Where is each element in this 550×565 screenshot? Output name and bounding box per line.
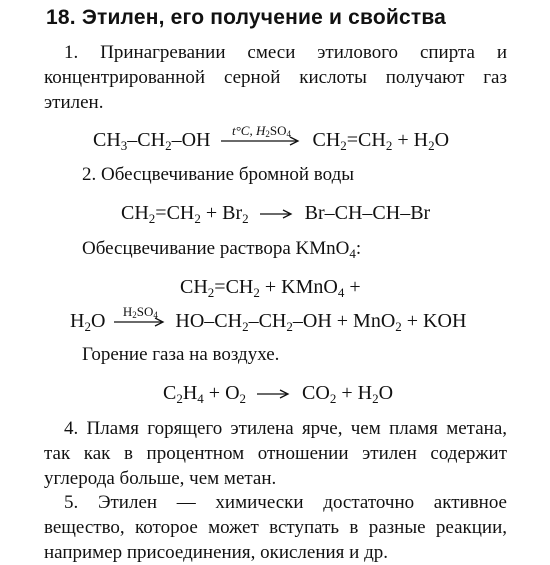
reaction-4-arrow <box>257 389 291 399</box>
section-5-text: 5. Этилен — химически достаточно активное вещество, которое может вступать в разные реакции, например присоединения, окисления и др. <box>44 492 507 563</box>
reaction-3-line-2: $H_2O$ $H_2SO_4$ $HO-CH_2-CH_2-OH + MnO_2$ + KOH <box>70 309 466 333</box>
section-2-heading: 2. Обесцвечивание бромной воды <box>82 164 355 185</box>
section-title: 18. Этилен, его получение и свойства <box>46 6 447 29</box>
reaction-1-arrow <box>221 123 301 146</box>
section-4-text: 4. Пламя горящего этилена ярче, чем пламя метана, так как в процентном отношении этилен содержит углерода больше, чем метан. <box>44 418 507 489</box>
reaction-3-condition: $H_2SO_4$ <box>122 304 158 321</box>
arrow-icon <box>257 389 291 399</box>
section-1-text: 1. Принагревании смеси этилового спирта и концентрированной серной кислоты получают газ этилен. <box>44 42 507 113</box>
reaction-2-arrow <box>260 209 294 219</box>
combustion-heading: Горение газа на воздухе. <box>82 344 280 365</box>
kmno4-heading: Обесцвечивание раствора KMnO$_4$: <box>82 238 362 261</box>
reaction-1-condition: t°C, $H_2SO_4$ <box>231 123 291 140</box>
reaction-1-equation: $CH_3-CH_2-OH$ t°C, $H_2SO_4$ $CH_2=CH_2 + H_2O$ <box>93 128 449 152</box>
reaction-3-line-1: $CH_2=CH_2$ + KMnO$_4$ + <box>180 276 361 300</box>
reaction-4-equation: $C_2H_4 + O_2$ $CO_2 + H_2O$ <box>163 382 394 406</box>
reaction-3-arrow <box>114 304 166 327</box>
arrow-icon <box>260 209 294 219</box>
reaction-2-equation: $CH_2=CH_2 + Br_2$ Br–CH–CH–Br <box>121 202 431 226</box>
